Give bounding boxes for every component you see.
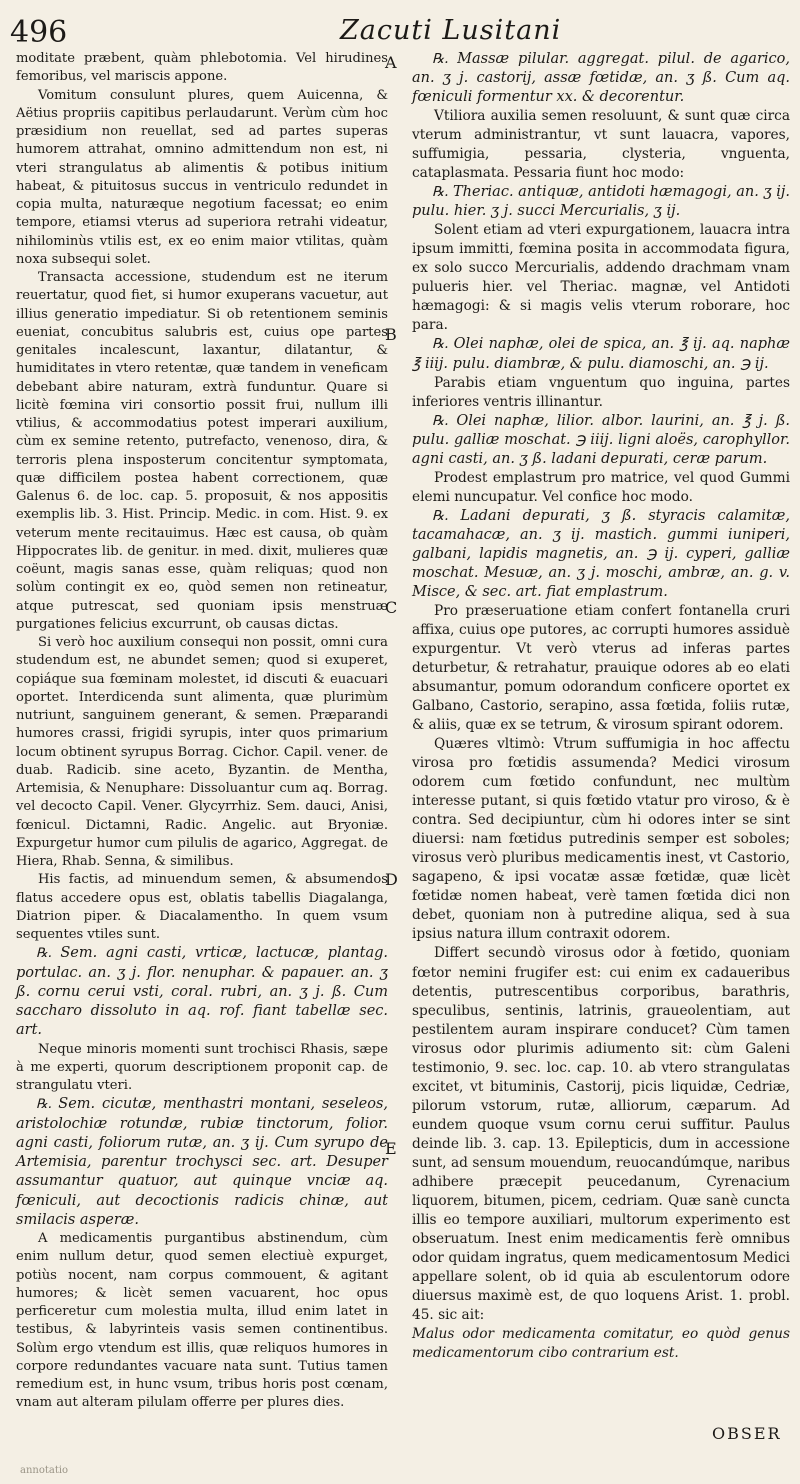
footer-mark: annotatio bbox=[20, 1465, 69, 1476]
recipe-text: Olei naphæ, olei de spica, an. ℥ ij. aq. naphæ ℥ iiij. pulu. diambræ, & pulu. diamoschi, an. ℈ ij. bbox=[412, 336, 790, 372]
body-paragraph: Parabis etiam vnguentum quo inguina, partes inferiores ventris illinantur. bbox=[412, 374, 790, 410]
left-column bbox=[16, 50, 388, 1413]
page-header bbox=[0, 0, 800, 52]
quotation: Malus odor medicamenta comitatur, eo quòd genus medicamentorum cibo contrarium est. bbox=[412, 1326, 790, 1362]
page-number: 496 bbox=[10, 15, 68, 50]
body-paragraph: Neque minoris momenti sunt trochisci Rhasis, sæpe à me experti, quorum descriptionem proponit cap. de strangulatu vteri. bbox=[16, 1041, 388, 1093]
body-paragraph: Quæres vltimò: Vtrum suffumigia in hoc affectu virosa pro fœtidis assumenda? Medici virosum odorem cum fœtido confundunt, nec multùm interesse putant, si quis fœtido vtatur pro viroso, & è contra. Sed decipiuntur, cùm hi odores inter se sint diuersi: nam fœtidus putredinis semper est soboles; virosus verò pluribus medicamentis inest, vt Castorio, sagapeno, & ipsi vocatæ assæ fœtidæ, quæ licèt fœtidæ nomen habeat, verè tamen fœtida dici non debet, quoniam non à putredine aliqua, sed à sua ipsius natura illum contraxit odorem. bbox=[412, 736, 790, 943]
recipe-paragraph bbox=[16, 1095, 388, 1230]
recipe-paragraph bbox=[412, 412, 790, 469]
recipe-text: Sem. agni casti, vrticæ, lactucæ, plantag. portulac. an. ʒ j. flor. nenuphar. & papauer. an. ʒ ß. cornu cerui vsti, coral. rubri, an. ʒ j. ß. Cum saccharo dissoluto in aq. rof. fiant tabellæ sec. art. bbox=[16, 945, 388, 1039]
recipe-symbol: ℞. bbox=[432, 184, 449, 201]
body-paragraph: His factis, ad minuendum semen, & absumendos flatus accedere opus est, oblatis tabellis Diagalanga, Diatrion piper. & Diacalamentho. In quem vsum sequentes vtiles sunt. bbox=[16, 872, 388, 942]
margin-letter-a: A bbox=[385, 53, 397, 72]
recipe-text: Ladani depurati, ʒ ß. styracis calamitæ, tacamahacæ, an. ʒ ij. mastich. gummi iuniperi, galbani, lapidis magnetis, an. ℈ ij. cyperi, galliæ moschat. Mesuæ, an. ʒ j. moschi, ambræ, an. g. v. Misce, & sec. art. fiat emplastrum. bbox=[412, 507, 790, 600]
body-paragraph: moditate præbent, quàm phlebotomia. Vel hirudines femoribus, vel mariscis appone. bbox=[16, 51, 388, 85]
body-paragraph: Pro præseruatione etiam confert fontanella cruri affixa, cuius ope putores, ac corrupti humores assiduè expurgentur. Vt verò vterus ad inferas partes deturbetur, & retrahatur, prauique odores ab eo elati absumantur, pomum odorandum conficere oportet ex Galbano, Castorio, serapino, assa fœtida, foliis rutæ, & aliis, quæ ex se tetrum, & virosum spirant odorem. bbox=[412, 602, 790, 734]
body-paragraph: Si verò hoc auxilium consequi non possit, omni cura studendum est, ne abundet semen; quod si exuperet, copiáque sua fœminam molestet, id discuti & euacuari oportet. Interdicenda sunt alimenta, quæ plurimùm nutriunt, sanguinem generant, & semen. Præparandi humores crassi, frigidi syrupis, inter quos primarium locum obtinent syrupus Borrag. Cichor. Capil. vener. de duab. Radicib. sine aceto, Byzantin. de Mentha, Artemisia, & Nenuphare: Dissoluantur cum aq. Borrag. vel decocto Capil. Vener. Glycyrrhiz. Sem. dauci, Anisi, fœnicul. Dictamni, Radic. Angelic. aut Bryoniæ. Expurgetur humor cum pilulis de agarico, Aggregat. de Hiera, Rhab. Senna, & similibus. bbox=[16, 635, 388, 869]
recipe-text: Theriac. antiquæ, antidoti hæmagogi, an. ʒ ij. pulu. hier. ʒ j. succi Mercurialis, ʒ ij. bbox=[412, 184, 791, 220]
margin-letter-c: C bbox=[385, 598, 398, 617]
recipe-symbol: ℞. bbox=[432, 51, 449, 67]
body-paragraph: Vomitum consulunt plures, quem Auicenna, & Aëtius propriis capitibus perlaudarunt. Verùm cùm hoc præsidium non reuellat, sed ad partes superas humorem attrahat, omnino admittendum non est, ni vteri strangulatus ab alimentis & potibus initium habeat, & pituitosus succus in ventriculo redundet in copia multa, naturæque negotium facessat; eo enim tempore, etiamsi vterus ad superiora retrahi videatur, nihilominùs vtilis est, ex eo enim maior vtilitas, quàm noxa subsequi solet. bbox=[16, 87, 388, 267]
recipe-paragraph bbox=[412, 507, 790, 602]
running-title: Zacuti Lusitani bbox=[340, 15, 562, 46]
recipe-paragraph bbox=[16, 944, 388, 1040]
recipe-symbol: ℞. bbox=[432, 507, 449, 524]
body-paragraph: Solent etiam ad vteri expurgationem, lauacra intra ipsum immitti, fœmina posita in accommodata figura, ex solo succo Mercurialis, addendo drachmam vnam pulueris hier. vel Theriac. magnæ, vel Antidoti hæmagogi: & si magis velis vterum roborare, hoc para. bbox=[412, 222, 790, 334]
body-paragraph: Vtiliora auxilia semen resoluunt, & sunt quæ circa vterum administrantur, vt sunt lauacra, vapores, suffumigia, pessaria, clysteria, vnguenta, cataplasmata. Pessaria fiunt hoc modo: bbox=[412, 108, 790, 182]
recipe-paragraph bbox=[412, 183, 790, 221]
body-paragraph: Transacta accessione, studendum est ne iterum reuertatur, quod fiet, si humor exuperans vacuetur, aut illius generatio impediatur. Si ob retentionem seminis eueniat, concubitus salubris est, cuius ope partes genitales incalescunt, laxantur, dilatantur, & humiditates in vtero retentæ, quæ tandem in veneficam debebant abire naturam, extrà funduntur. Quare si licitè fœmina viri consortio possit frui, nullum illi vtilius, & accommodatius potest imperari auxilium, cùm ex semine retento, putrefacto, venenoso, dira, & terroris plena insposterum concitentur symptomata, quæ difficilem postea habent correctionem, quæ Galenus 6. de loc. cap. 5. proposuit, & nos appositis exemplis lib. 3. Hist. Princip. Medic. in com. Hist. 9. ex veterum mente recitauimus. Hæc est causa, ob quàm Hippocrates lib. de genitur. in med. dixit, mulieres quæ coëunt, magis sanas esse, quàm reliquas; quod non solùm contingit ex eo, quòd semen non retineatur, atque putrescat, sed quoniam ipsis menstruæ purgationes felicius excurrunt, ob causas dictas. bbox=[16, 270, 388, 632]
catchword: OBSER bbox=[712, 1424, 782, 1443]
recipe-text: Olei naphæ, lilior. albor. laurini, an. ℥ j. ß. pulu. galliæ moschat. ℈ iiij. ligni aloës, carophyllor. agni casti, an. ʒ ß. ladani depurati, ceræ parum. bbox=[412, 412, 790, 467]
margin-letter-d: D bbox=[385, 870, 398, 889]
right-column bbox=[412, 50, 790, 1363]
recipe-paragraph bbox=[412, 50, 790, 107]
recipe-text: Sem. cicutæ, menthastri montani, seseleos, aristolochiæ rotundæ, rubiæ tinctorum, folior. agni casti, foliorum rutæ, an. ʒ ij. Cum syrupo de Artemisia, parentur trochysci sec. art. Desuper assumantur quatuor, aut quinque vnciæ aq. fœniculi, aut decoctionis radicis chinæ, aut smilacis asperæ. bbox=[16, 1096, 388, 1228]
recipe-paragraph bbox=[412, 335, 790, 373]
recipe-symbol: ℞. bbox=[432, 336, 449, 353]
body-paragraph: Prodest emplastrum pro matrice, vel quod Gummi elemi nuncupatur. Vel confice hoc modo. bbox=[412, 469, 790, 505]
recipe-symbol: ℞. bbox=[36, 946, 52, 962]
recipe-text: Massæ pilular. aggregat. pilul. de agarico, an. ʒ j. castorij, assæ fœtidæ, an. ʒ ß. Cum aq. fœniculi formentur xx. & decorentur. bbox=[412, 51, 790, 106]
margin-letter-e: E bbox=[385, 1139, 397, 1158]
body-paragraph: A medicamentis purgantibus abstinendum, cùm enim nullum detur, quod semen electiuè expurget, potiùs nocent, nam corpus commouent, & agitant humores; & licèt semen vacuarent, hoc opus perficeretur cum molestia multa, illud enim latet in testibus, & labyrinteis vasis semen continentibus. Solùm ergo vtendum est illis, quæ reliquos humores in corpore redundantes vacuare nata sunt. Tutius tamen remedium est, in hunc vsum, tribus horis post cœnam, vnam aut alteram pilulam offerre per plures dies. bbox=[16, 1231, 388, 1411]
body-paragraph: Differt secundò virosus odor à fœtido, quoniam fœtor nemini frugifer est: cui enim ex cadaueribus detentis, putrescentibus corporibus, barathris, speculibus, sentinis, latrinis, graueolentiam, aut pestilentem auram inspirare conducet? Cùm tamen virosus odor plurimis adiumento sit: cùm Galeni testimonio, 9. sec. loc. cap. 10. ab vtero strangulatas excitet, vt bituminis, Castorij, picis liquidæ, Cedriæ, pilorum vstorum, rutæ, alliorum, cæparum. Ad eundem quoque vsum cornu cerui suffitur. Paulus deinde lib. 3. cap. 13. Epilepticis, dum in accessione sunt, ad sensum mouendum, reuocandúmque, naribus adhibere præcepit peucedanum, Cyrenacium liquorem, bitumen, picem, cedriam. Quæ sanè cuncta illis eo tempore auxiliari, multorum experimento est obseruatum. Inest enim medicamentis ferè omnibus odor quidam ingratus, quem medicamentosum Medici appellare solent, ob id quia ab esculentorum odore diuersus maximè est, de quo loquens Arist. 1. probl. 45. sic ait: bbox=[412, 945, 790, 1324]
recipe-symbol: ℞. bbox=[36, 1097, 52, 1113]
recipe-symbol: ℞. bbox=[432, 412, 449, 429]
margin-letter-b: B bbox=[385, 325, 397, 344]
